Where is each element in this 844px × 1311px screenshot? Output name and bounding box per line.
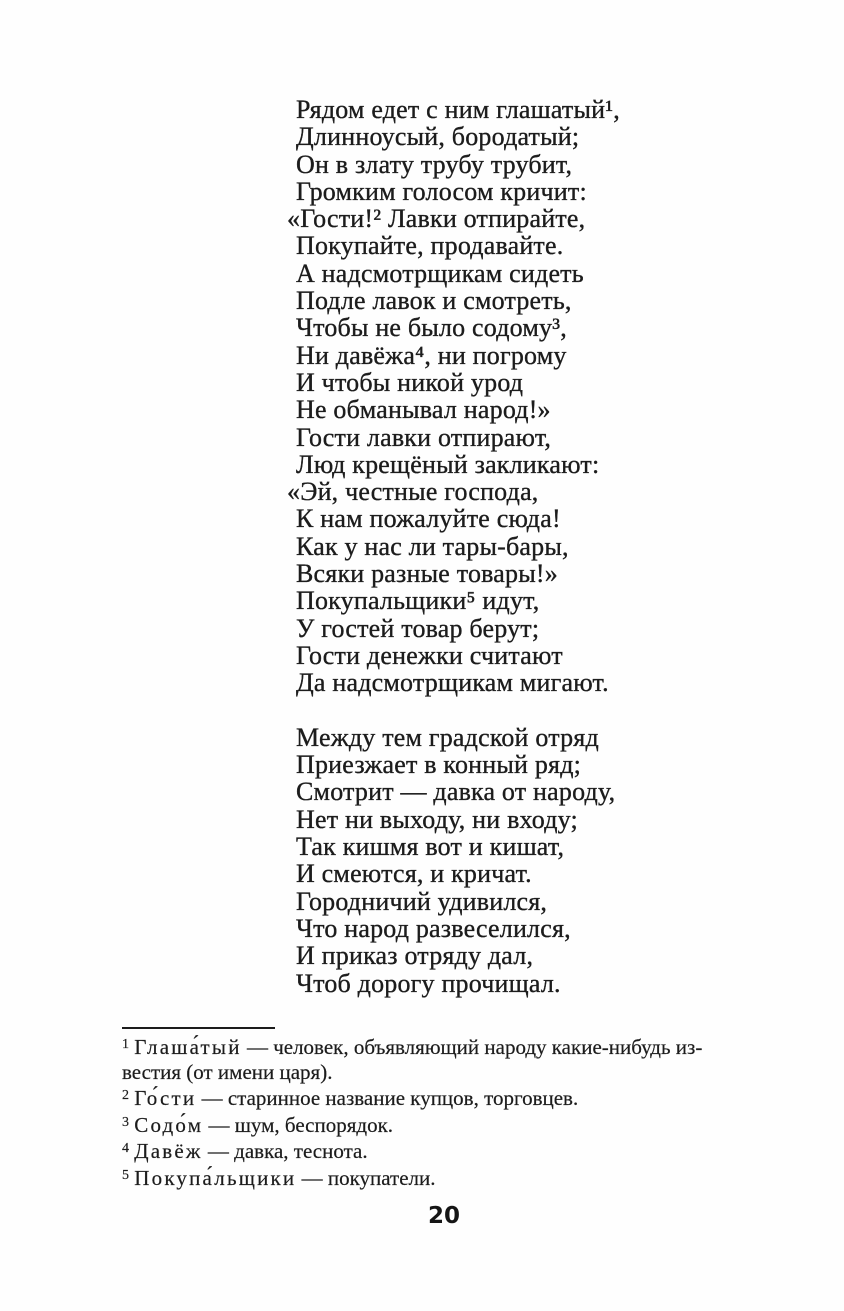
poem-line: Да надсмотрщикам мигают.: [296, 668, 609, 698]
poem-line: Люд крещёный закликают:: [296, 449, 600, 479]
footnote-term: Го́сти: [134, 1086, 197, 1111]
poem-line: Подле лавок и смотреть,: [296, 286, 572, 316]
footnote-text: — человек, объявляющий народу какие-нибудь из-вестия (от имени царя).: [122, 1035, 703, 1084]
footnote: [122, 1137, 744, 1164]
footnote-separator-rule: [122, 1027, 275, 1029]
poem: [287, 95, 620, 998]
footnote-text: — старинное название купцов, торговцев.: [201, 1086, 579, 1111]
stanza-2: [296, 724, 620, 997]
page-number: 20: [427, 1203, 460, 1229]
poem-line: Чтобы не было содому³,: [296, 313, 567, 343]
poem-line: Как у нас ли тары-бары,: [296, 531, 569, 561]
poem-line: Между тем градской отряд: [296, 722, 599, 752]
poem-line: Что народ развеселился,: [296, 913, 571, 943]
footnote: [122, 1164, 744, 1191]
footnote-term: Содо́м: [134, 1112, 204, 1137]
poem-line: Городничий удивился,: [296, 886, 548, 916]
poem-line: Гости денежки считают: [296, 640, 563, 670]
footnote-marker: 5: [122, 1167, 129, 1183]
footnote: [122, 1111, 744, 1138]
poem-line: Чтоб дорогу прочищал.: [296, 968, 561, 998]
footnote-marker: 1: [122, 1037, 129, 1052]
poem-line: И приказ отряду дал,: [296, 941, 534, 971]
footnote-marker: 3: [122, 1114, 129, 1130]
poem-line: И чтобы никой урод: [296, 367, 524, 397]
poem-line: Так кишмя вот и кишат,: [296, 832, 565, 862]
poem-line: У гостей товар берут;: [296, 613, 540, 643]
poem-line: Всяки разные товары!»: [296, 559, 558, 589]
poem-line: Он в злату трубу трубит,: [296, 149, 573, 179]
footnote-term: Давёж: [134, 1139, 203, 1164]
stanza-1: [287, 95, 620, 698]
footnote-marker: 2: [122, 1088, 129, 1104]
poem-line: Не обманывал народ!»: [296, 395, 551, 425]
footnote-marker: 4: [122, 1141, 129, 1157]
poem-line: А надсмотрщикам сидеть: [296, 258, 584, 288]
footnote-term: Глаша́тый: [134, 1035, 242, 1059]
poem-line: И смеются, и кричат.: [296, 859, 532, 889]
poem-line: Нет ни выходу, ни входу;: [296, 804, 578, 834]
footnote-text: — давка, теснота.: [207, 1139, 368, 1164]
poem-line: Покупайте, продавайте.: [296, 231, 564, 261]
footnote-term: Покупа́льщики: [134, 1165, 297, 1190]
poem-line: Гости лавки отпирают,: [296, 422, 552, 452]
poem-line: «Гости!² Лавки отпирайте,: [287, 204, 586, 234]
poem-line: К нам пожалуйте сюда!: [296, 504, 561, 534]
footnotes: [122, 1033, 744, 1191]
footnote-text: — покупатели.: [301, 1165, 436, 1190]
footnote: [122, 1033, 744, 1084]
poem-line: Длинноусый, бородатый;: [296, 122, 580, 152]
poem-line: Рядом едет с ним глашатый¹,: [296, 95, 620, 124]
footnote: [122, 1084, 744, 1111]
footnote-text: — шум, беспорядок.: [208, 1112, 394, 1137]
poem-line: Смотрит — давка от народу,: [296, 777, 616, 807]
poem-line: «Эй, честные господа,: [287, 477, 539, 507]
poem-line: Приезжает в конный ряд;: [296, 750, 582, 780]
poem-line: Громким голосом кричит:: [296, 176, 587, 206]
poem-line: Покупальщики⁵ идут,: [296, 586, 540, 616]
poem-line: Ни давёжа⁴, ни погрому: [296, 340, 567, 370]
